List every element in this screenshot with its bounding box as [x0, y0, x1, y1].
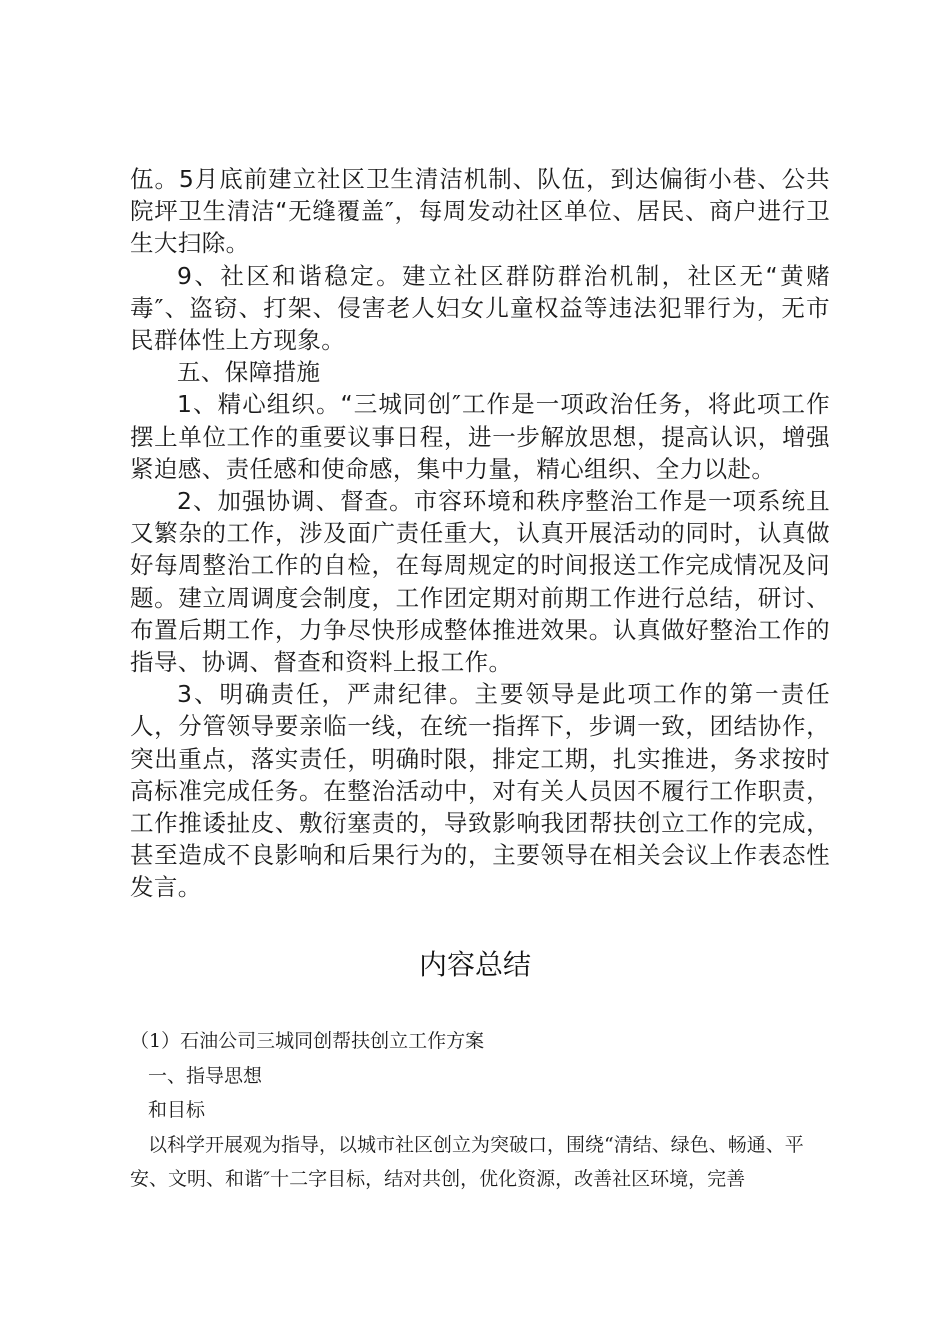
summary-title: 内容总结: [418, 948, 531, 981]
paragraph-5: 2、加强协调、督查。市容环境和秩序整治工作是一项系统且又繁杂的工作，涉及面广责任重大，认真开展活动的同时，认真做好每周整治工作的自检，在每周规定的时间报送工作完成情况及问题。建立周调度会制度，工作团定期对前期工作进行总结，研讨、布置后期工作，力争尽快形成整体推进效果。认真做好整治工作的指导、协调、督查和资料上报工作。: [130, 487, 830, 677]
section-heading: 五、保障措施: [177, 358, 321, 387]
paragraph-4: 1、精心组织。“三城同创″工作是一项政治任务，将此项工作摆上单位工作的重要议事日程，进一步解放思想，提高认识，增强紧迫感、责任感和使命感，集中力量，精心组织、全力以赴。: [130, 390, 830, 483]
document-body: [130, 163, 830, 904]
summary-body: [130, 1024, 835, 1197]
paragraph-6: 3、明确责任，严肃纪律。主要领导是此项工作的第一责任人，分管领导要亲临一线，在统一指挥下，步调一致，团结协作，突出重点，落实责任，明确时限，排定工期，扎实推进，务求按时高标准完成任务。在整治活动中，对有关人员因不履行工作职责，工作推诿扯皮、敷衍塞责的，导致影响我团帮扶创立工作的完成，甚至造成不良影响和后果行为的，主要领导在相关会议上作表态性发言。: [130, 680, 830, 902]
paragraph-2: 9、社区和谐稳定。建立社区群防群治机制，社区无“黄赌毒″、盗窃、打架、侵害老人妇女儿童权益等违法犯罪行为，无市民群体性上方现象。: [130, 261, 830, 355]
paragraph-1: 伍。5月底前建立社区卫生清洁机制、队伍，到达偏街小巷、公共院坪卫生清洁“无缝覆盖″，每周发动社区单位、居民、商户进行卫生大扫除。: [130, 165, 830, 258]
summary-line-2: 一、指导思想: [148, 1064, 263, 1087]
summary-line-4: 以科学开展观为指导，以城市社区创立为突破口，围绕“清结、绿色、畅通、平安、文明、和谐″十二字目标，结对共创，优化资源，改善社区环境，完善: [130, 1133, 804, 1190]
summary-line-1: （1）石油公司三城同创帮扶创立工作方案: [130, 1030, 485, 1052]
summary-line-3: 和目标: [148, 1099, 206, 1121]
